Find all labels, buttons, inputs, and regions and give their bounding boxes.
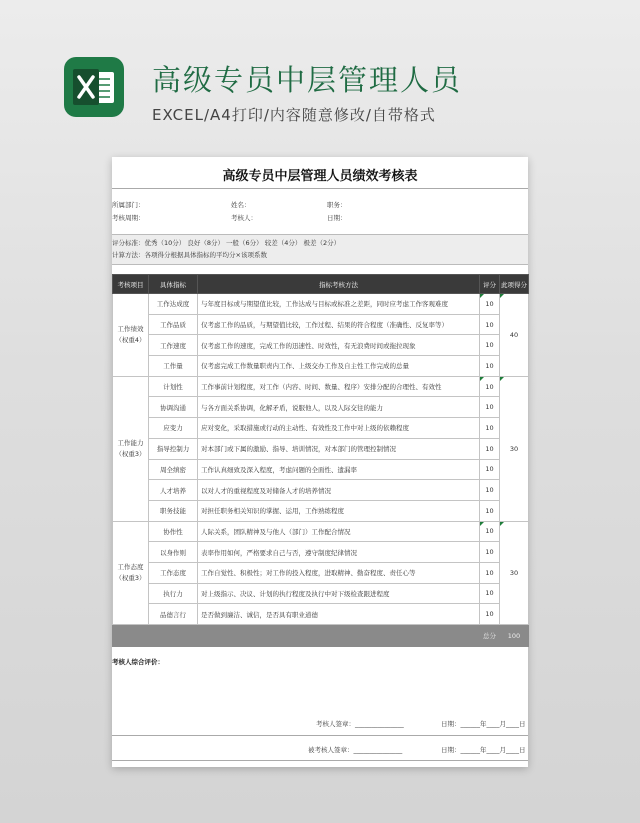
table-row (113, 562, 529, 583)
table-row (113, 500, 529, 521)
total-spacer (113, 625, 480, 647)
item-score-cell: 40 (500, 294, 529, 377)
sheet-title: 高级专员中层管理人员绩效考核表 (222, 169, 418, 184)
column-header: 指标考核方法 (198, 275, 480, 294)
category-cell: 工作绩效（权重4） (113, 294, 149, 377)
criteria-text: 评分标准：优秀（10分） 良好（8分） 一般（6分） 较差（4分） 极差（2分） (112, 239, 341, 247)
table-row (113, 438, 529, 459)
method-cell: 工作认真细致及深入程度，考虑问题的全面性、遗漏率 (198, 459, 480, 480)
total-row (113, 625, 529, 647)
rating-cell[interactable]: 10 (480, 583, 500, 604)
indicator-cell: 协作性 (149, 521, 198, 542)
rating-cell[interactable]: 10 (480, 356, 500, 377)
method-cell: 以对人才的重视程度及对储备人才的培养情况 (198, 480, 480, 501)
item-score-cell: 30 (500, 376, 529, 521)
position-label: 职务： (327, 201, 347, 209)
method-text: 计算方法：各项得分根据具体指标的平均分×该项系数 (112, 251, 267, 259)
rating-cell[interactable]: 10 (480, 397, 500, 418)
page-subtitle: EXCEL/A4打印/内容随意修改/自带格式 (152, 106, 436, 124)
table-row (113, 583, 529, 604)
category-cell: 工作能力（权重3） (113, 376, 149, 521)
rating-cell[interactable]: 10 (480, 335, 500, 356)
spreadsheet-page (112, 157, 528, 767)
method-cell: 仅考虑工作的品质，与期望值比较，工作过程、结果的符合程度（准确性、反复率等） (198, 314, 480, 335)
table-row (113, 521, 529, 542)
method-cell: 仅考虑工作的速度，完成工作的迅速性、时效性，有无浪费时间或拖拉现象 (198, 335, 480, 356)
category-cell: 工作态度（权重3） (113, 521, 149, 624)
method-cell: 应对变化，采取措施或行动的主动性、有效性及工作中对上级的依赖程度 (198, 418, 480, 439)
indicator-cell: 工作速度 (149, 335, 198, 356)
method-cell: 对上级指示、决议、计划的执行程度及执行中对下级检查跟进程度 (198, 583, 480, 604)
total-value: 100 (500, 625, 529, 647)
table-row (113, 294, 529, 315)
assessee-date[interactable]: 日期：______年____月____日 (441, 746, 526, 754)
divider (112, 735, 528, 736)
column-header: 此项得分 (500, 275, 529, 294)
assessor-label: 考核人： (231, 214, 257, 222)
rating-cell[interactable]: 10 (480, 604, 500, 625)
indicator-cell: 工作品质 (149, 314, 198, 335)
date-label: 日期： (327, 214, 347, 222)
indicator-cell: 周全缜密 (149, 459, 198, 480)
assessor-signature[interactable]: 考核人签章：_______________ (316, 720, 404, 728)
method-cell: 人际关系，团队精神及与他人（部门）工作配合情况 (198, 521, 480, 542)
method-cell: 工作自觉性、积极性；对工作的投入程度，进取精神、勤奋程度、责任心等 (198, 562, 480, 583)
table-row (113, 335, 529, 356)
rating-cell[interactable]: 10 (480, 480, 500, 501)
rating-cell[interactable]: 10 (480, 294, 500, 315)
table-row (113, 397, 529, 418)
rating-cell[interactable]: 10 (480, 314, 500, 335)
column-header: 考核项目 (113, 275, 149, 294)
table-row (113, 459, 529, 480)
method-cell: 是否做到廉洁、诚信，是否具有职业道德 (198, 604, 480, 625)
table-row (113, 542, 529, 563)
table-row (113, 314, 529, 335)
method-cell: 与各方面关系协调，化解矛盾，说服他人，以及人际交往的能力 (198, 397, 480, 418)
column-header: 具体指标 (149, 275, 198, 294)
column-header: 评分 (480, 275, 500, 294)
rating-cell[interactable]: 10 (480, 542, 500, 563)
indicator-cell: 品德言行 (149, 604, 198, 625)
rating-cell[interactable]: 10 (480, 459, 500, 480)
period-label: 考核周期： (112, 214, 145, 222)
page-title: 高级专员中层管理人员 (152, 63, 463, 97)
divider (112, 760, 528, 761)
dept-label: 所属部门： (112, 201, 145, 209)
rating-cell[interactable]: 10 (480, 418, 500, 439)
indicator-cell: 指导控制力 (149, 438, 198, 459)
indicator-cell: 执行力 (149, 583, 198, 604)
table-row (113, 418, 529, 439)
table-header (113, 275, 529, 294)
indicator-cell: 人才培养 (149, 480, 198, 501)
indicator-cell: 以身作则 (149, 542, 198, 563)
indicator-cell: 工作态度 (149, 562, 198, 583)
name-label: 姓名： (231, 201, 251, 209)
table-row (113, 356, 529, 377)
indicator-cell: 职务技能 (149, 500, 198, 521)
evaluation-table (112, 274, 529, 647)
method-cell: 对担任职务相关知识的掌握、运用，工作熟练程度 (198, 500, 480, 521)
rating-cell[interactable]: 10 (480, 500, 500, 521)
item-score-cell: 30 (500, 521, 529, 624)
table-row (113, 480, 529, 501)
comment-label: 考核人综合评价： (112, 658, 164, 666)
method-cell: 仅考虑完成工作数量职责内工作、上级交办工作及自主性工作完成的总量 (198, 356, 480, 377)
table-row (113, 604, 529, 625)
table-row (113, 376, 529, 397)
excel-icon (64, 57, 124, 117)
divider (112, 188, 528, 189)
total-label: 总分 (480, 625, 500, 647)
rating-cell[interactable]: 10 (480, 376, 500, 397)
rating-cell[interactable]: 10 (480, 521, 500, 542)
indicator-cell: 协调沟通 (149, 397, 198, 418)
indicator-cell: 工作达成度 (149, 294, 198, 315)
criteria-band (112, 234, 528, 265)
method-cell: 对本部门或下属的激励、指导、培训情况，对本部门的管理控制情况 (198, 438, 480, 459)
method-cell: 表率作用如何，严格要求自己与否，遵守制度纪律情况 (198, 542, 480, 563)
rating-cell[interactable]: 10 (480, 438, 500, 459)
assessor-date[interactable]: 日期：______年____月____日 (441, 720, 526, 728)
indicator-cell: 计划性 (149, 376, 198, 397)
indicator-cell: 工作量 (149, 356, 198, 377)
rating-cell[interactable]: 10 (480, 562, 500, 583)
method-cell: 与年度目标或与期望值比较，工作达成与目标或标准之差距，同时应考虑工作客观难度 (198, 294, 480, 315)
assessee-signature[interactable]: 被考核人签章：_______________ (308, 746, 403, 754)
indicator-cell: 应变力 (149, 418, 198, 439)
method-cell: 工作事前计划程度，对工作（内容、时间、数量、程序）安排分配的合理性、有效性 (198, 376, 480, 397)
